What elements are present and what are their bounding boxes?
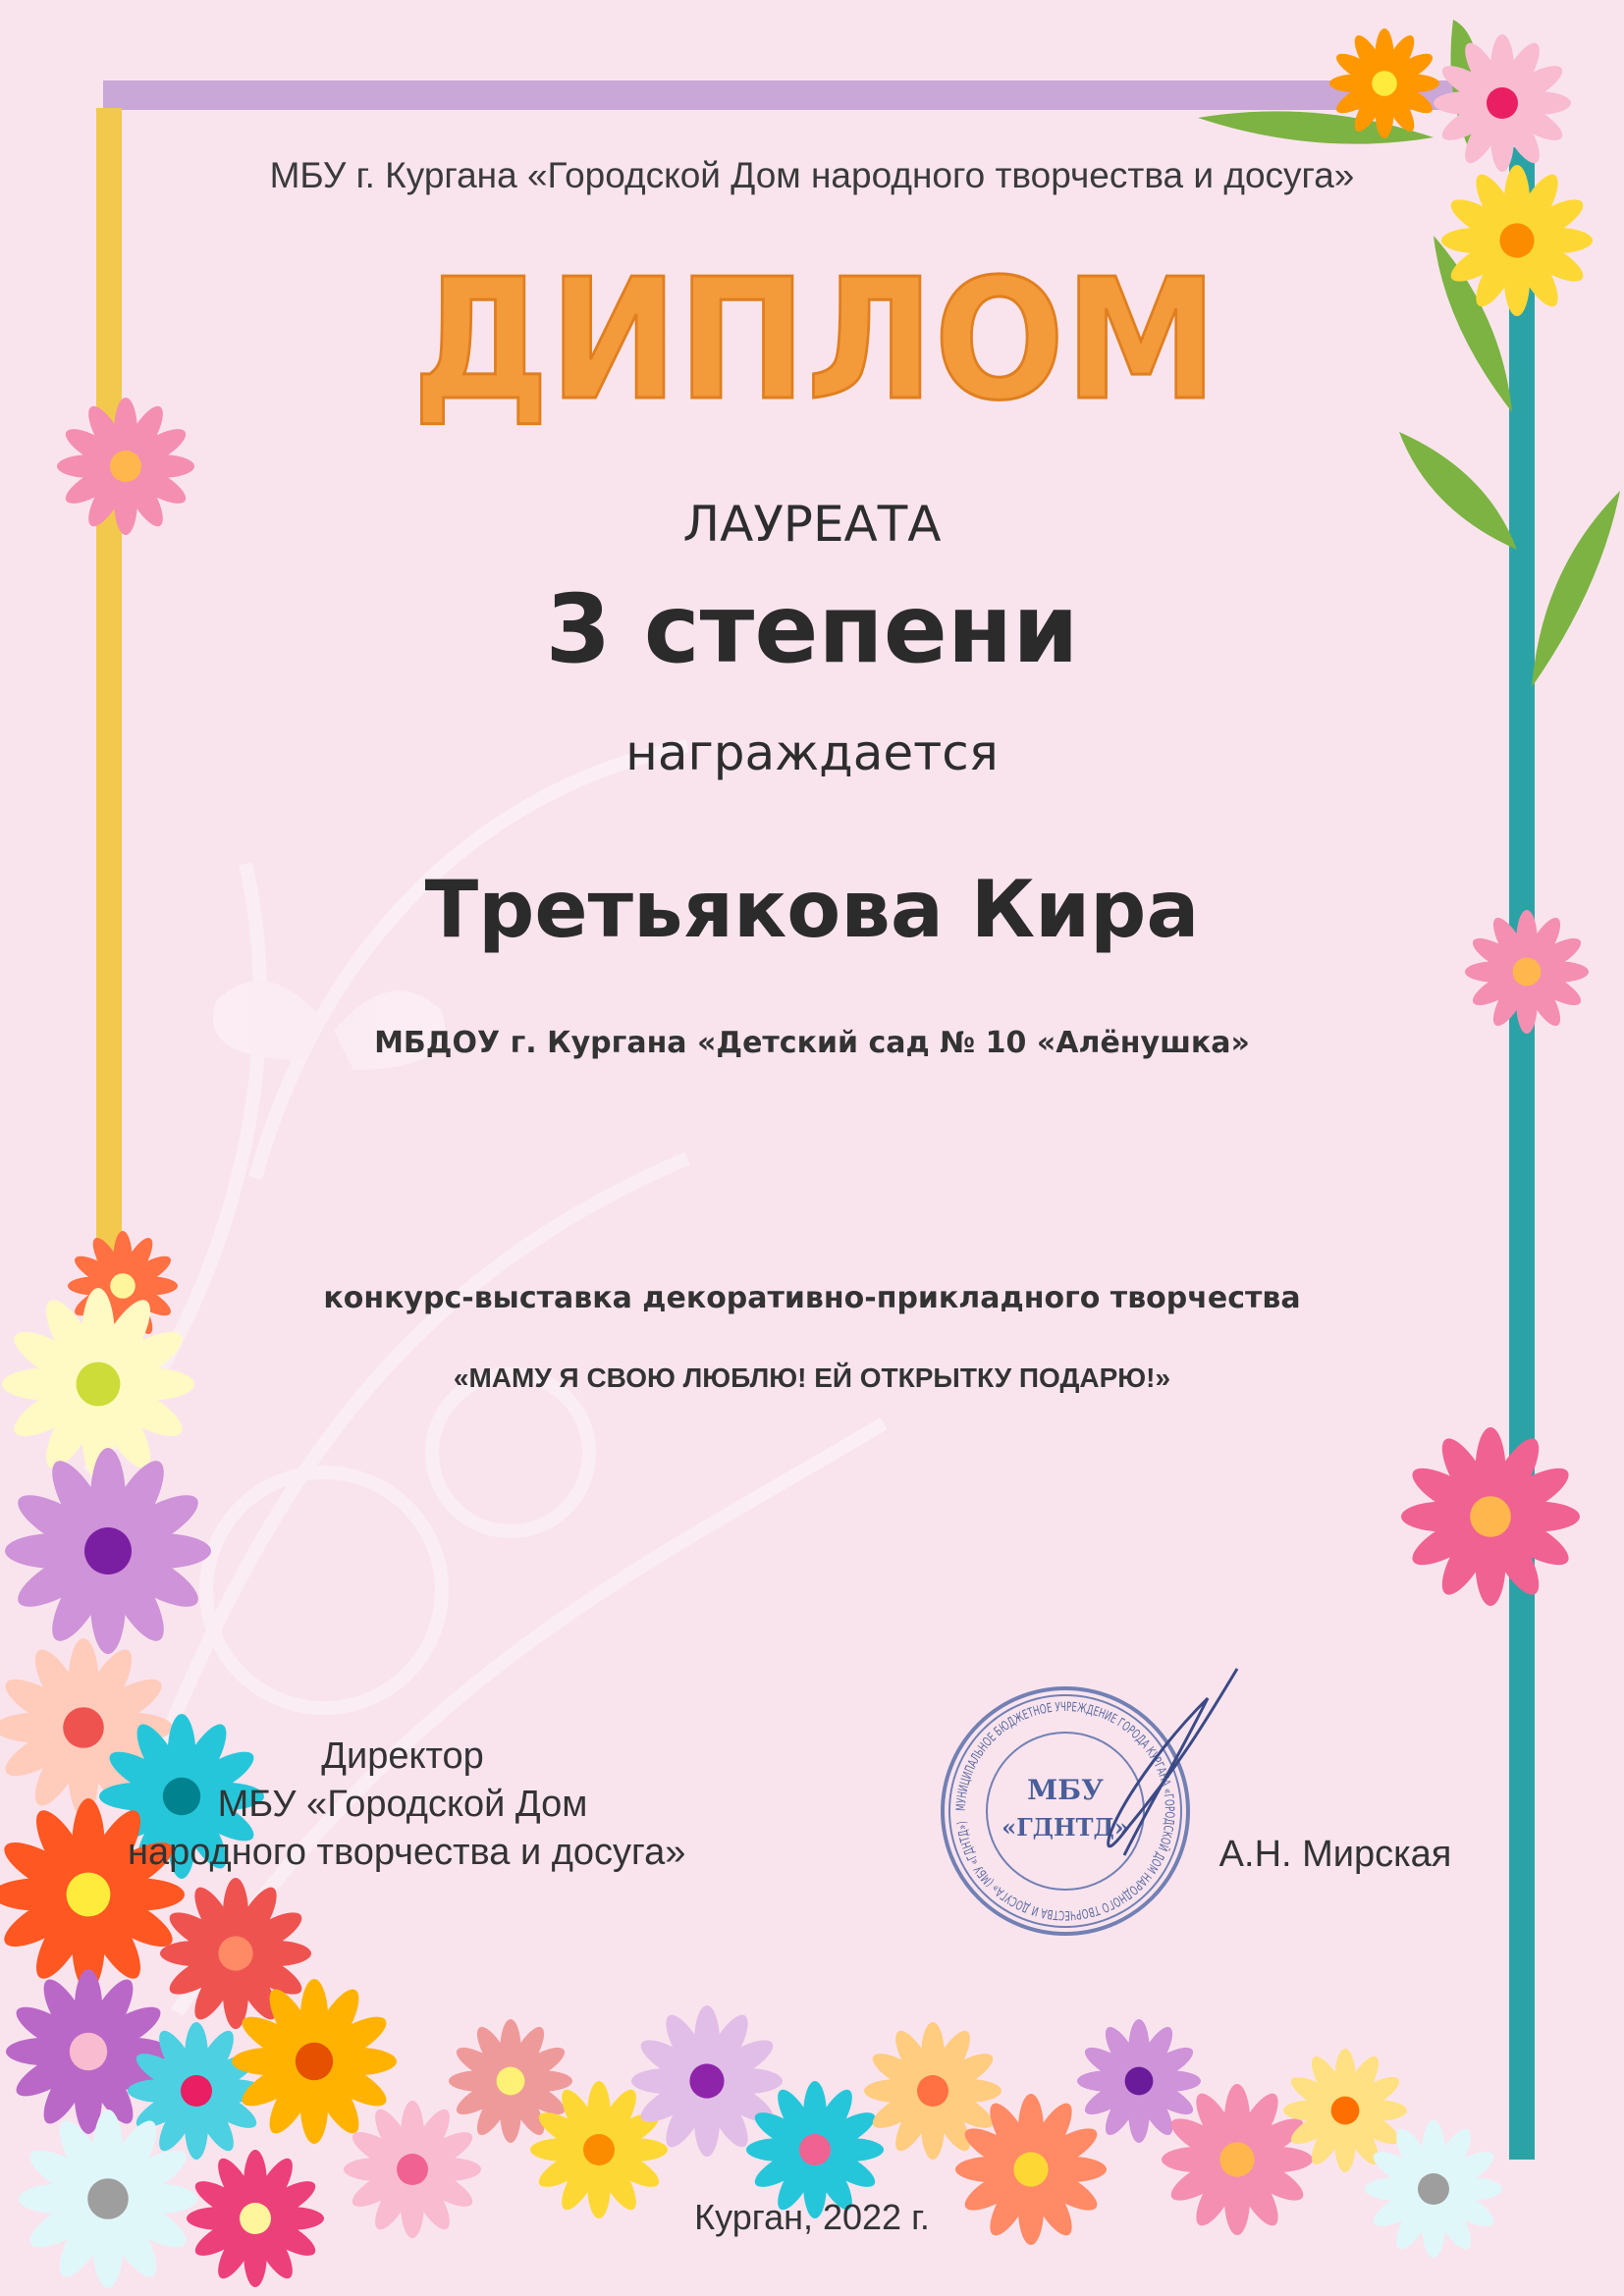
place-and-year: Курган, 2022 г.	[694, 2197, 930, 2237]
organization-header: МБУ г. Кургана «Городской Дом народного творчества и досуга»	[269, 155, 1355, 195]
diploma-title	[393, 250, 1237, 427]
recipient-name: Третьякова Кира	[424, 864, 1200, 955]
flower-left-upper	[57, 398, 194, 535]
signer-title	[128, 1733, 686, 1877]
flower-right-middle	[1465, 910, 1589, 1034]
frame-left-bar	[96, 108, 122, 1325]
flower-right-lower	[1401, 1427, 1580, 1606]
signer-name: А.Н. Мирская	[1218, 1834, 1452, 1875]
frame-top-bar	[103, 80, 1537, 110]
stamp-center-line2: «ГДНТД»	[1001, 1813, 1129, 1842]
stamp-ring-text: МУНИЦИПАЛЬНОЕ БЮДЖЕТНОЕ УЧРЕЖДЕНИЕ ГОРОДА КУРГАНА «ГОРОДСКОЙ ДОМ НАРОДНОГО ТВОРЧЕСТВА И ДОСУГА» (МБУ «ГДНТД»)	[953, 1699, 1177, 1923]
awarded-label: награждается	[625, 724, 999, 781]
laureate-label: ЛАУРЕАТА	[682, 496, 942, 553]
stamp-center-line1: МБУ	[1027, 1774, 1104, 1806]
signer-title-line: Директор	[321, 1735, 484, 1777]
recipient-institution: МБДОУ г. Кургана «Детский сад № 10 «Алёнушка»	[374, 1026, 1250, 1060]
award-degree: 3 степени	[545, 574, 1079, 684]
diploma-title-text: ДИПЛОМ	[412, 250, 1218, 427]
frame-right-bar	[1509, 147, 1535, 2160]
signer-title-line: народного творчества и досуга»	[128, 1832, 686, 1873]
contest-type: конкурс-выставка декоративно-прикладного творчества	[323, 1281, 1301, 1315]
signer-title-line: МБУ «Городской Дом	[217, 1784, 588, 1825]
contest-name: «МАМУ Я СВОЮ ЛЮБЛЮ! ЕЙ ОТКРЫТКУ ПОДАРЮ!»	[453, 1362, 1171, 1393]
